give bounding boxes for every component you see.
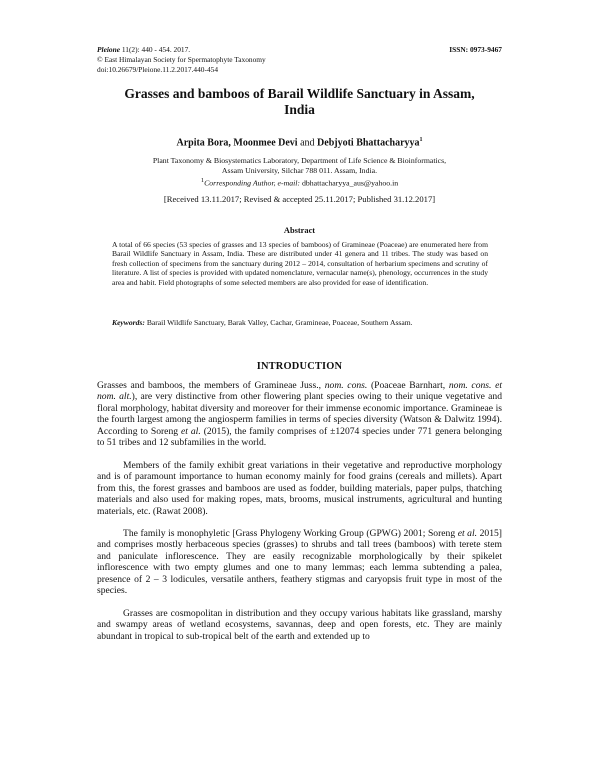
corresponding-author (97, 176, 502, 189)
abstract-text: A total of 66 species (53 species of grasses and 13 species of bamboos) of Gramineae (Poaceae) are enumerated here from Barail Wildlife Sanctuary in Assam, India. These are distributed under 41 genera and 11 tribes. The study was based on fresh collection of specimens from the sanctuary during 2012 – 2014, consultation of herbarium specimens and scrutiny of literature. A list of species is provided with updated nomenclature, vernacular name(s), phenology, occurrences in the study area and habit. Field photographs of some selected members are also provided for ease of identification. (112, 240, 488, 287)
author-3: Debjyoti Bhattacharyya (317, 137, 420, 149)
paper-title (97, 86, 502, 118)
author-2: Moonmee Devi (233, 137, 298, 149)
doi-line: doi:10.26679/Pleione.11.2.2017.440-454 (97, 65, 219, 74)
introduction-heading: INTRODUCTION (256, 361, 343, 372)
keywords-text: Barail Wildlife Sanctuary, Barak Valley, Cachar, Gramineae, Poaceae, Southern Assam. (146, 318, 413, 327)
society-line: © East Himalayan Society for Spermatophyte Taxonomy (97, 55, 266, 64)
journal-name: Pleione (97, 45, 120, 54)
author-and: and (300, 137, 315, 149)
intro-paragraph-4: Grasses are cosmopolitan in distribution and they occupy various habitats like grassland, marshy and swampy areas of wetland ecosystems, savannas, deep and open forests, etc. They are mainly abundant in tropical to sub-tropical belt of the earth and extended up to (97, 607, 502, 642)
author-list (97, 137, 502, 148)
introduction-body (97, 380, 502, 653)
author-1: Arpita Bora, (176, 137, 231, 149)
title-line-1: Grasses and bamboos of Barail Wildlife Sanctuary in Assam, (124, 86, 475, 101)
publication-dates: [Received 13.11.2017; Revised & accepted 25.11.2017; Published 31.12.2017] (163, 194, 436, 204)
intro-paragraph-2: Members of the family exhibit great variations in their vegetative and reproductive morphology and is of paramount importance to human economy mainly for food grains (cereals and millets). Apart from this, the forest grasses and bamboos are used as fodder, building materials, paper pulps, thatching materials and also used for making ropes, mats, brooms, musical instruments, agricultural and hunting materials, etc. (Rawat 2008). (97, 459, 502, 517)
intro-paragraph-3: The family is monophyletic [Grass Phylogeny Working Group (GPWG) 2001; Soreng et al. 2015] and comprises mostly herbaceous species (grasses) to shrubs and tall trees (bamboos) with terete stem and paniculate inflorescence. They are easily recognizable morphologically by their spikelet inflorescence with two empty glumes and one to many lemmas; each lemma subtending a palea, presence of 2 – 3 lodicules, versatile anthers, feathery stigmas and caryopsis fruit type in most of the species. (97, 527, 502, 597)
volume-pages: 11(2): 440 - 454. 2017. (121, 45, 191, 54)
affiliation (97, 156, 502, 189)
affiliation-line-2: Assam University, Silchar 788 011. Assam, India. (221, 166, 378, 176)
keywords (112, 318, 488, 327)
keywords-label: Keywords: (112, 318, 145, 327)
journal-header (97, 45, 502, 75)
corr-email[interactable]: dbhattacharyya_aus@yahoo.in (301, 179, 399, 188)
corr-sup: 1 (200, 177, 205, 185)
abstract-heading: Abstract (283, 226, 316, 235)
corr-label: Corresponding Author, e-mail: (204, 179, 301, 188)
intro-paragraph-1: Grasses and bamboos, the members of Gramineae Juss., nom. cons. (Poaceae Barnhart, nom. cons. et nom. alt.), are very distinctive from other flowering plant species owing to their unique vegetative and floral morphology, habitat diversity and moreover for their immense economic importance. Gramineae is the fourth largest among the angiosperm families in terms of species diversity (Watson & Dalwitz 1994). According to Soreng et al. (2015), the family comprises of ±12074 species under 771 genera belonging to 51 tribes and 12 subfamilies in the world. (97, 380, 502, 449)
author-3-sup: 1 (419, 137, 423, 143)
title-line-2: India (284, 102, 315, 117)
issn: ISSN: 0973-9467 (449, 45, 502, 54)
affiliation-line-1: Plant Taxonomy & Biosystematics Laboratory, Department of Life Science & Bioinformatics, (152, 156, 447, 165)
